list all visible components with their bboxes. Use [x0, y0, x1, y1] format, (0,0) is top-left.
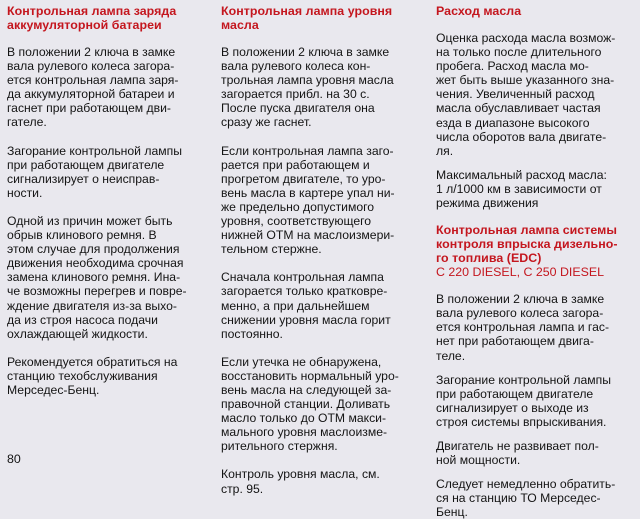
paragraph: В положении 2 ключа в замке вала рулевого колеса загора- ется контрольная лампа заря- да аккумуляторной батареи и гаснет при работающем дви- гателе.	[7, 45, 179, 130]
model-subheading: C 220 DIESEL, C 250 DIESEL	[436, 265, 605, 280]
paragraph: Если контрольная лампа заго- рается при работающем и прогретом двигателе, то уро- вень масла в картере упал ни- же предельно допустимого уровня, соответствующего нижней ОТМ на маслоизмери- тельном стержне.	[221, 143, 395, 257]
heading-oil-level-lamp: Контрольная лампа уровня масла	[221, 4, 393, 32]
paragraph: Рекомендуется обратиться на станцию техобслуживания Мерседес-Бенц.	[7, 354, 178, 397]
column-oil-consumption	[436, 4, 636, 519]
page-number: 80	[7, 452, 21, 466]
column-battery-charge-lamp	[7, 4, 205, 397]
paragraph: Двигатель не развивает пол- ной мощности.	[436, 438, 599, 468]
heading-oil-consumption: Расход масла	[436, 4, 522, 18]
heading-edc-lamp: Контрольная лампа системы контроля впрыска дизельно- го топлива (EDC)	[436, 223, 618, 266]
paragraph: Загорание контрольной лампы при работающем двигателе сигнализирует о неисправ- ности.	[7, 143, 182, 200]
paragraph: Одной из причин может быть обрыв клинового ремня. В этом случае для продолжения движения необходима срочная замена клинового ремня. Ина- че возможны перегрев и повре- ждение двигателя из-за выхо- да из строя насоса подачи охлаждающей жидкости.	[7, 213, 187, 341]
paragraph: Загорание контрольной лампы при работающем двигателе сигнализирует о выходе из строя системы впрыскивания.	[436, 372, 611, 429]
paragraph: Следует немедленно обратить- ся на станцию ТО Мерседес- Бенц.	[436, 477, 616, 519]
paragraph: В положении 2 ключа в замке вала рулевого колеса кон- трольная лампа уровня масла загорается прибл. на 30 с. После пуска двигателя она сразу же гаснет.	[221, 45, 394, 130]
paragraph: Оценка расхода масла возмож- на только после длительного пробега. Расход масла мо- жет быть выше указанного зна- чения. Увеличенный расход масла обуславливает частая езда в диапазоне высокого числа оборотов вала двигате- ля.	[436, 31, 616, 158]
paragraph: Если утечка не обнаружена, восстановить нормальный уро- вень масла на следующей за- правочной станции. Доливать масло только до ОТМ макси- мального уровня маслоизме- рительного стержня.	[221, 354, 399, 454]
paragraph: Сначала контрольная лампа загорается только кратковре- менно, а при дальнейшем снижении уровня масла горит постоянно.	[221, 270, 391, 341]
paragraph: Максимальный расход масла: 1 л/1000 км в зависимости от режима движения	[436, 167, 607, 211]
column-oil-level-lamp	[221, 4, 420, 496]
paragraph: В положении 2 ключа в замке вала рулевого колеса загора- ется контрольная лампа и гас- нет при работающем двига- теле.	[436, 292, 610, 363]
paragraph: Контроль уровня масла, см. стр. 95.	[221, 467, 380, 496]
heading-battery-charge-lamp: Контрольная лампа заряда аккумуляторной батареи	[7, 4, 177, 32]
